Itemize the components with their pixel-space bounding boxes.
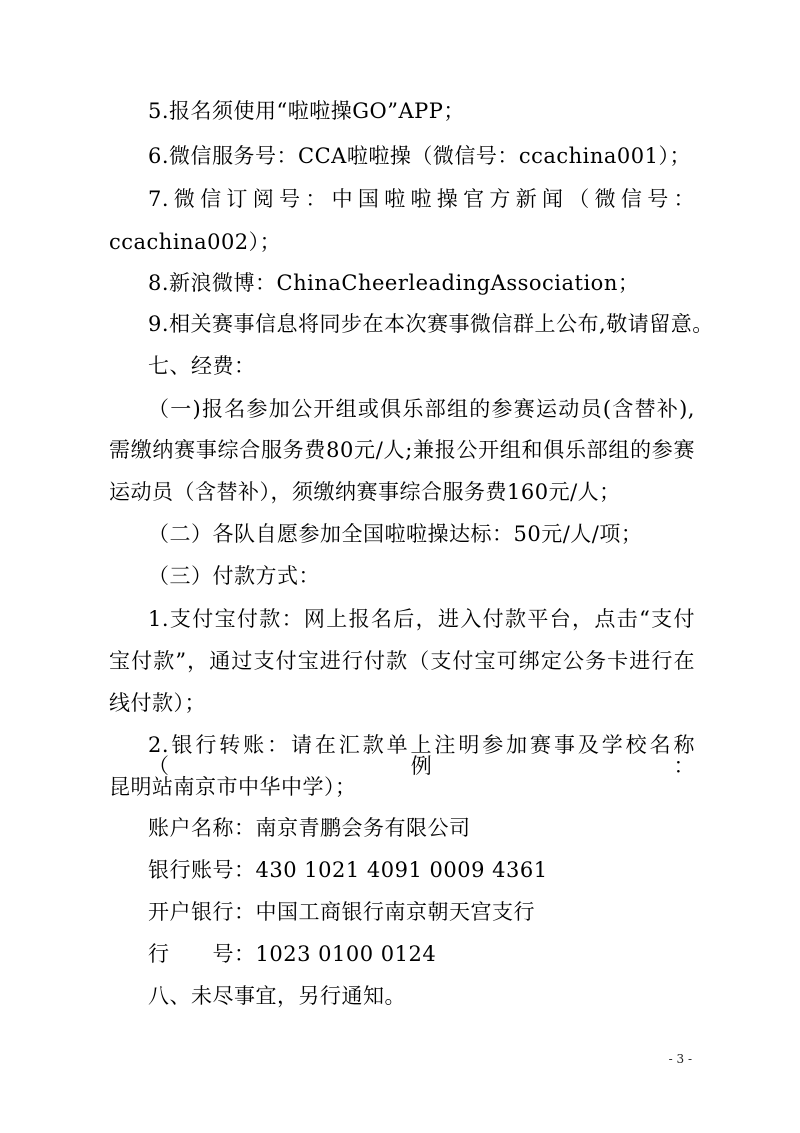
bank-code: 行 号：1023 0100 0124 <box>148 942 437 966</box>
payment-alipay-end: 线付款）； <box>109 691 206 715</box>
payment-alipay: 1.支付宝付款：网上报名后，进入付款平台，点击“支付 <box>148 607 695 631</box>
section-heading-other: 八、未尽事宜，另行通知。 <box>148 984 406 1008</box>
item-8-weibo: 8.新浪微博：ChinaCheerleadingAssociation； <box>148 271 640 295</box>
bank-branch: 开户银行：中国工商银行南京朝天宫支行 <box>148 900 535 924</box>
fee-item-1-end: 运动员（含替补），须缴纳赛事综合服务费160元/人； <box>109 480 621 504</box>
fee-item-1-cont: 需缴纳赛事综合服务费80元/人;兼报公开组和俱乐部组的参赛 <box>109 438 695 462</box>
fee-item-1: （一)报名参加公开组或俱乐部组的参赛运动员(含替补), <box>148 397 695 421</box>
fee-item-2: （二）各队自愿参加全国啦啦操达标：50元/人/项； <box>148 522 643 546</box>
account-name: 账户名称：南京青鹏会务有限公司 <box>148 816 471 840</box>
item-9-notice: 9.相关赛事信息将同步在本次赛事微信群上公布,敬请留意。 <box>148 312 714 336</box>
item-7-wechat-id: ccachina002）； <box>109 230 282 254</box>
account-number: 银行账号：430 1021 4091 0009 4361 <box>148 858 548 882</box>
fee-item-3-heading: （三）付款方式： <box>148 564 320 588</box>
payment-bank-transfer-example: 昆明站南京市中华中学）； <box>109 775 357 799</box>
payment-alipay-cont: 宝付款”，通过支付宝进行付款（支付宝可绑定公务卡进行在 <box>109 649 695 673</box>
section-heading-fees: 七、经费： <box>148 354 256 378</box>
page-number: - 3 - <box>668 1052 692 1066</box>
item-6-wechat-service: 6.微信服务号：CCA啦啦操（微信号：ccachina001）； <box>148 144 692 168</box>
item-5-app: 5.报名须使用“啦啦操GO”APP； <box>148 99 465 123</box>
payment-bank-transfer: 2.银行转账：请在汇款单上注明参加赛事及学校名称（例： <box>148 733 695 778</box>
item-7-wechat-subscription: 7.微信订阅号：中国啦啦操官方新闻（微信号： <box>148 187 695 211</box>
